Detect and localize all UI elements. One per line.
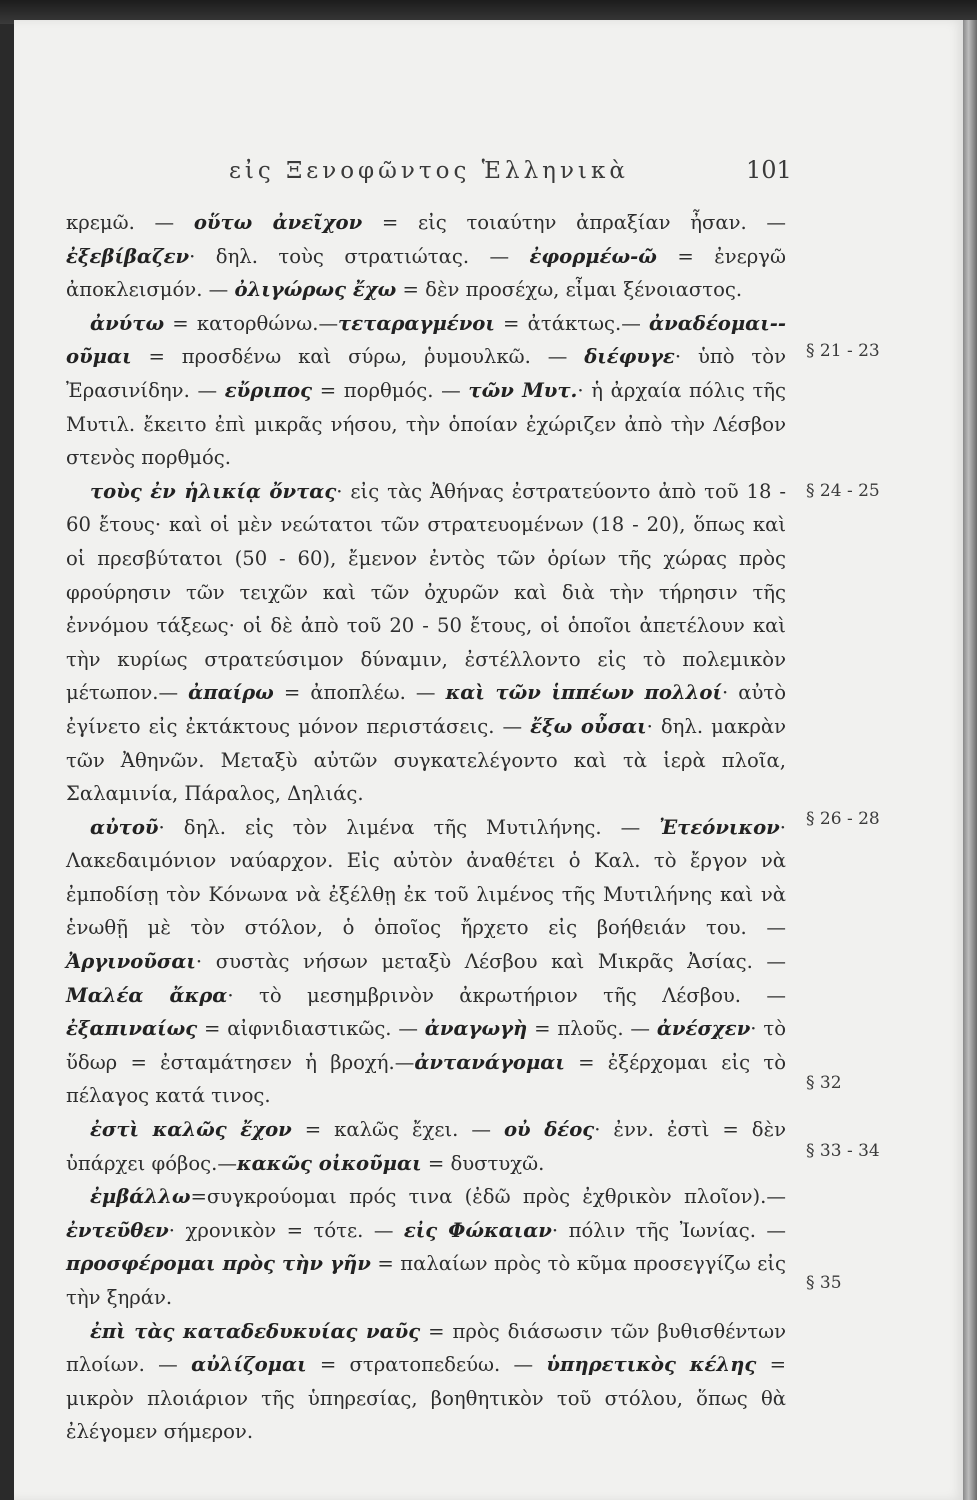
lemma: ἐφορμέω-ῶ xyxy=(529,244,657,268)
page-edge xyxy=(963,20,977,1500)
gloss: = ἐξέρχομαι εἰς τὸ πέλαγος κατά τινος. xyxy=(66,1050,786,1108)
lemma: Μαλέα ἄκρα xyxy=(66,983,228,1007)
gloss: = πορθμός. — xyxy=(312,378,469,402)
lemma: ἀνύτω xyxy=(90,311,165,335)
margin-note: § 33 - 34 xyxy=(806,1141,880,1161)
gloss: = παλαίων πρὸς τὸ κῦμα προσεγγίζω εἰς τὴν ξηράν. xyxy=(66,1252,787,1309)
paragraph xyxy=(66,475,786,811)
lemma: ἐπὶ τὰς καταδεδυκυίας ναῦς xyxy=(90,1319,421,1343)
lemma: οὕτω ἀνεῖχον xyxy=(193,211,363,234)
lemma: ὀλιγώρως ἔχω xyxy=(234,278,397,302)
gloss: = στρατοπεδεύω. — xyxy=(306,1353,547,1377)
running-title: εἰς Ξενοφῶντος Ἑλληνικὰ xyxy=(229,158,629,184)
gloss: · δηλ. μακρὰν τῶν Ἀθηνῶν. Μεταξὺ αὐτῶν συγκατελέγοντο καὶ τὰ ἱερὰ πλοῖα, Σαλαμινία, Πάραλος, Δηλιάς. xyxy=(66,714,786,806)
gloss: = αἰφνιδιαστικῶς. — xyxy=(197,1017,425,1041)
gloss: · εἰς τὰς Ἀθήνας ἐστρατεύοντο ἀπὸ τοῦ 18 - 60 ἔτους· καὶ οἱ μὲν νεώτατοι τῶν στρατευομένων (18 - 20), ὅπως καὶ οἱ πρεσβύτατοι (50 - 60), ἔμενον ἐντὸς τῶν ὁρίων τῆς χώρας πρὸς φρούρησιν τῶν τειχῶν καὶ τῶν ὀχυρῶν καὶ διὰ τὴν τήρησιν τῆς ἐννόμου τάξεως· οἱ δὲ ἀπὸ τοῦ 20 - 50 ἔτους, οἱ ὁποῖοι ἀπετέλουν καὶ τὴν κυρίως στρατεύσιμον δύναμιν, ἐστέλλοντο εἰς τὸ πολεμικὸν μέτωπον.— xyxy=(66,479,786,705)
lemma: εὔριπος xyxy=(224,378,313,402)
lemma: καὶ τῶν ἱππέων πολλοί xyxy=(445,681,722,705)
lemma: ἀνέσχεν xyxy=(656,1017,751,1041)
lemma: διέφυγε xyxy=(584,345,675,369)
lemma: κακῶς οἰκοῦμαι xyxy=(236,1151,422,1175)
lemma: Ἀργινοῦσαι xyxy=(66,950,196,974)
lemma: αὐτοῦ xyxy=(90,815,159,839)
lemma: ἀντανάγομαι xyxy=(414,1050,565,1074)
commentary-text xyxy=(66,206,786,1449)
margin-note: § 35 xyxy=(806,1273,842,1293)
lemma: ὑπηρετικὸς κέλης xyxy=(546,1353,757,1377)
margin-note: § 32 xyxy=(806,1073,842,1093)
lemma: τοὺς ἐν ἡλικίᾳ ὄντας xyxy=(90,479,337,503)
paragraph xyxy=(66,1113,786,1180)
gloss: · ἡ ἀρχαία πόλις τῆς Μυτιλ. ἔκειτο ἐπὶ μικρᾶς νήσου, τὴν ὁποίαν ἐχώριζεν ἀπὸ τὴν Λέσβον στενὸς πορθμός. xyxy=(66,378,786,470)
lemma: ἀπαίρω xyxy=(188,681,274,705)
gloss: =συγκρούομαι πρός τινα (ἐδῶ πρὸς ἐχθρικὸν πλοῖον).— xyxy=(190,1185,786,1209)
lemma: ἐξαπιναίως xyxy=(66,1017,198,1041)
lemma: εἰς Φώκαιαν xyxy=(403,1218,552,1242)
gloss: · πόλιν τῆς Ἰωνίας. — xyxy=(551,1218,786,1242)
lemma: ἐξεβίβαζεν xyxy=(66,244,190,268)
gloss: = πρὸς διάσωσιν τῶν βυθισθέντων πλοίων. — xyxy=(66,1319,786,1377)
gloss: = πλοῦς. — xyxy=(527,1017,657,1041)
gloss: = καλῶς ἔχει. — xyxy=(291,1118,504,1142)
paragraph xyxy=(66,206,786,307)
lemma: τεταραγμένοι xyxy=(338,311,495,335)
lemma: ἐντεῦθεν xyxy=(66,1218,169,1242)
gloss: = προσδένω καὶ σύρω, ῥυμουλκῶ. — xyxy=(131,345,585,369)
paragraph xyxy=(66,1315,786,1449)
lemma: Ἐτεόνικον xyxy=(659,815,780,839)
gloss: · ἐνν. ἐστὶ = δὲν ὑπάρχει φόβος.— xyxy=(66,1118,787,1175)
lemma: αὐλίζομαι xyxy=(191,1353,307,1377)
gloss: = κατορθώνω.— xyxy=(164,311,339,335)
gloss: · Λακεδαιμόνιον ναύαρχον. Εἰς αὐτὸν ἀναθέτει ὁ Καλ. τὸ ἔργον νὰ ἐμποδίσῃ τὸν Κόνωνα νὰ ἐξέλθῃ ἐκ τοῦ λιμένος τῆς Μυτιλήνης καὶ νὰ ἑνωθῇ μὲ τὸν στόλον, ὁ ὁποῖος ἤρχετο εἰς βοήθειάν του. — xyxy=(66,815,786,940)
lemma: ἀναδέομαι--οῦμαι xyxy=(66,311,786,369)
paragraph xyxy=(66,811,786,1113)
lemma: ἔξω οὖσαι xyxy=(530,714,647,738)
lemma: τῶν Μυτ. xyxy=(468,378,578,402)
gloss: · συστὰς νήσων μεταξὺ Λέσβου καὶ Μικρᾶς Ἀσίας. — xyxy=(195,950,786,974)
gloss: · ὑπὸ τὸν Ἐρασινίδην. — xyxy=(66,345,786,402)
gloss: = δυστυχῶ. xyxy=(421,1151,545,1175)
lemma: ἐμβάλλω xyxy=(90,1185,191,1209)
paragraph xyxy=(66,307,786,475)
gloss: = ἐνεργῶ ἀποκλεισμόν. — xyxy=(66,244,786,302)
gloss: · τὸ μεσημβρινὸν ἀκρωτήριον τῆς Λέσβου. — xyxy=(227,983,786,1007)
gloss: · χρονικὸν = τότε. — xyxy=(168,1218,404,1242)
gloss: = ἀτάκτως.— xyxy=(494,311,650,335)
margin-note: § 21 - 23 xyxy=(806,341,880,361)
margin-note: § 26 - 28 xyxy=(806,809,880,829)
lemma: οὐ δέος xyxy=(503,1118,595,1142)
lemma: προσφέρομαι πρὸς τὴν γῆν xyxy=(66,1252,371,1276)
gloss: · δηλ. τοὺς στρατιώτας. — xyxy=(189,244,530,268)
lemma: ἀναγωγὴ xyxy=(424,1017,528,1041)
gloss: κρεμῶ. — xyxy=(66,211,194,234)
gloss: = δὲν προσέχω, εἶμαι ξένοιαστος. xyxy=(396,278,743,302)
margin-note: § 24 - 25 xyxy=(806,481,880,501)
gloss: = εἰς τοιαύτην ἀπραξίαν ἦσαν. — xyxy=(362,211,786,234)
gloss: · τὸ ὕδωρ = ἐσταμάτησεν ἡ βροχή.— xyxy=(66,1017,786,1074)
lemma: ἐστὶ καλῶς ἔχον xyxy=(90,1118,292,1142)
gloss: = ἀποπλέω. — xyxy=(273,681,446,705)
page-number: 101 xyxy=(746,156,792,184)
page-header xyxy=(14,150,964,190)
gloss: · δηλ. εἰς τὸν λιμένα τῆς Μυτιλήνης. — xyxy=(158,815,660,839)
gloss: = μικρὸν πλοιάριον τῆς ὑπηρεσίας, βοηθητικὸν τοῦ στόλου, ὅπως θὰ ἐλέγομεν σήμερον. xyxy=(66,1353,787,1444)
paragraph xyxy=(66,1180,786,1314)
gloss: · αὐτὸ ἐγίνετο εἰς ἐκτάκτους μόνον περιστάσεις. — xyxy=(66,681,786,738)
